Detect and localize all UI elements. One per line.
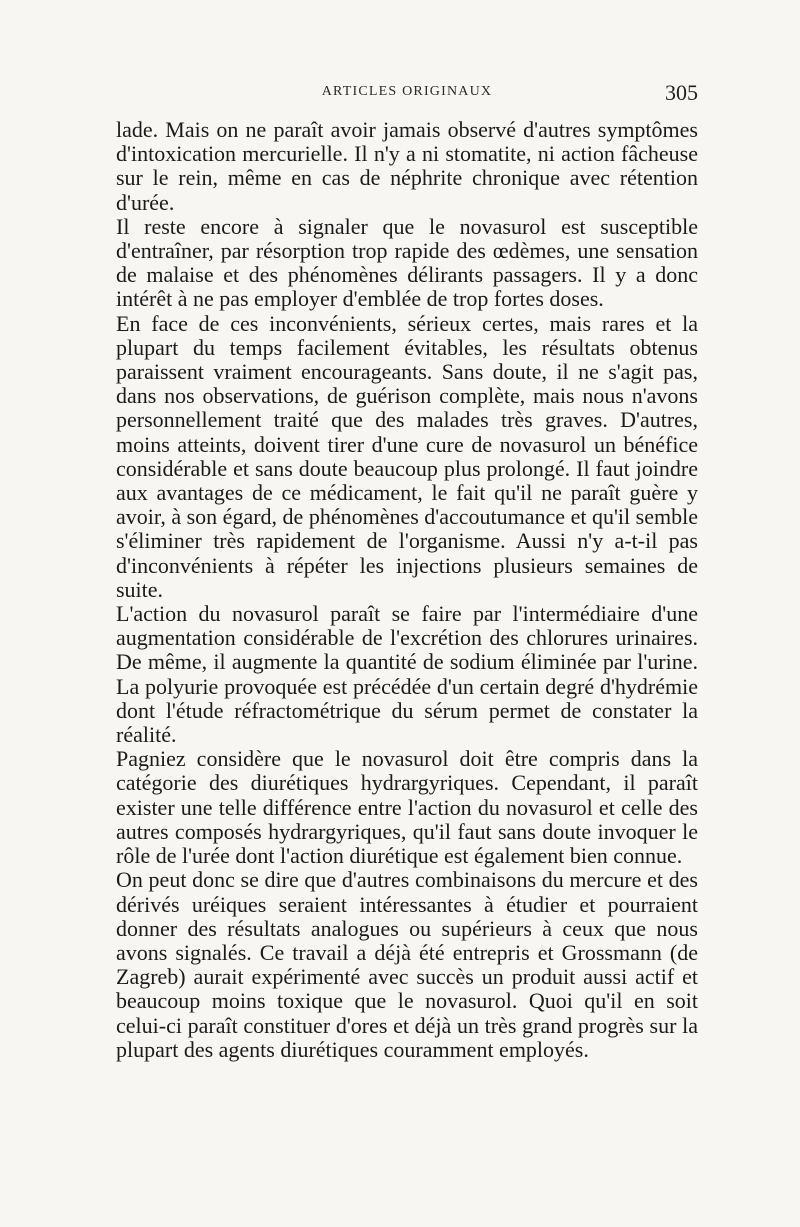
body-text: [116, 118, 698, 1062]
paragraph: On peut donc se dire que d'autres combinaisons du mercure et des dérivés uréiques seraient intéressantes à étudier et pourraient donner des résultats analogues ou supérieurs à ceux que nous avons signalés. Ce travail a déjà été entrepris et Grossmann (de Zagreb) aurait expérimenté avec succès un produit aussi actif et beaucoup moins toxique que le novasurol. Quoi qu'il en soit celui-ci paraît constituer d'ores et déjà un très grand progrès sur la plupart des agents diurétiques couramment employés.: [116, 867, 698, 1062]
paragraph: lade. Mais on ne paraît avoir jamais observé d'autres symptômes d'intoxication mercurielle. Il n'y a ni stomatite, ni action fâcheuse sur le rein, même en cas de néphrite chronique avec rétention d'urée.: [116, 117, 698, 215]
paragraph: En face de ces inconvénients, sérieux certes, mais rares et la plupart du temps facilement évitables, les résultats obtenus paraissent vraiment encourageants. Sans doute, il ne s'agit pas, dans nos observations, de guérison complète, mais nous n'avons personnellement traité que des malades très graves. D'autres, moins atteints, doivent tirer d'une cure de novasurol un bénéfice considérable et sans doute beaucoup plus prolongé. Il faut joindre aux avantages de ce médicament, le fait qu'il ne paraît guère y avoir, à son égard, de phénomènes d'accoutumance et qu'il semble s'éliminer très rapidement de l'organisme. Aussi n'y a-t-il pas d'inconvénients à répéter les injections plusieurs semaines de suite.: [116, 310, 698, 602]
paragraph: L'action du novasurol paraît se faire par l'intermédiaire d'une augmentation considérable de l'excrétion des chlorures urinaires. De même, il augmente la quantité de sodium éliminée par l'urine. La polyurie provoquée est précédée d'un certain degré d'hydrémie dont l'étude réfractométrique du sérum permet de constater la réalité.: [116, 601, 698, 748]
paragraph: Pagniez considère que le novasurol doit être compris dans la catégorie des diurétiques hydrargyriques. Cependant, il paraît exister une telle différence entre l'action du novasurol et celle des autres composés hydrargyriques, qu'il faut sans doute invoquer le rôle de l'urée dont l'action diurétique est également bien connue.: [116, 746, 698, 869]
running-head: ARTICLES ORIGINAUX: [321, 84, 493, 99]
paragraph: Il reste encore à signaler que le novasurol est susceptible d'entraîner, par résorption trop rapide des œdèmes, une sensation de malaise et des phénomènes délirants passagers. Il y a donc intérêt à ne pas employer d'emblée de trop fortes doses.: [116, 213, 698, 312]
page-header: [116, 80, 698, 108]
page-number: 305: [665, 80, 698, 105]
